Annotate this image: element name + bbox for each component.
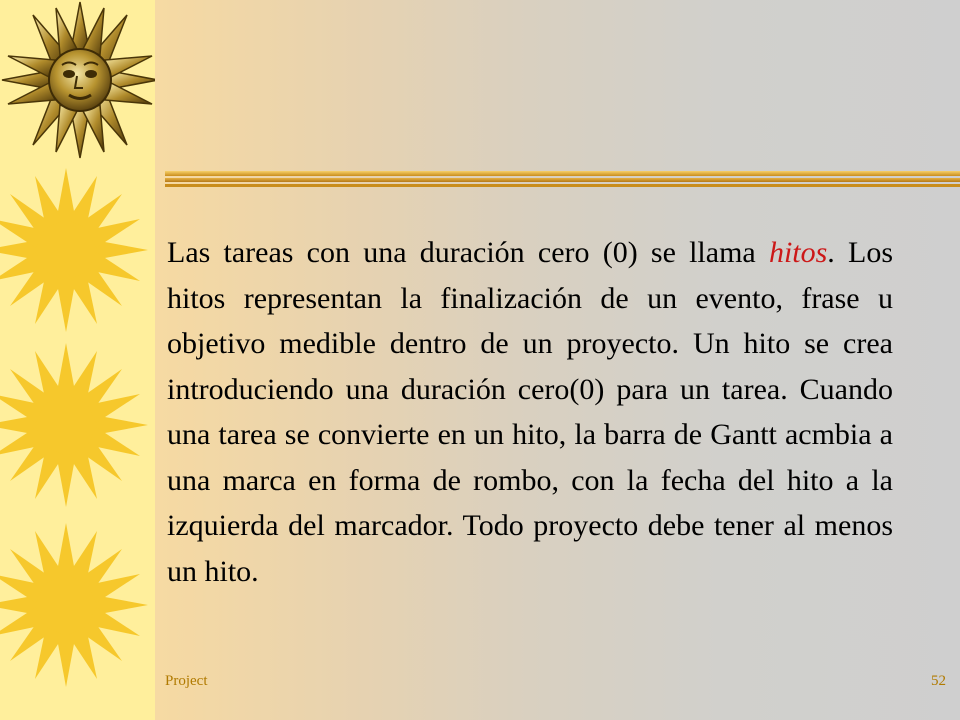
sun-icon	[0, 168, 148, 332]
slide-number: 52	[931, 673, 946, 689]
title-divider	[165, 171, 960, 189]
sun-decorations	[0, 0, 155, 720]
sun-face-icon	[2, 2, 155, 158]
paragraph-rest: . Los hitos representan la finalización de un evento, frase u objetivo medible dentro de un proyecto. Un hito se crea introduciendo una duración cero(0) para un tarea. Cuando una tarea se convierte en un hito, la barra de Gantt acmbia a una marca en forma de rombo, con la fecha del hito a la izquierda del marcador. Todo proyecto debe tener al menos un hito.	[167, 236, 894, 588]
body-paragraph	[167, 230, 893, 594]
footer-label: Project	[165, 673, 208, 689]
paragraph-lead: Las tareas con una duración cero (0) se llama	[167, 236, 769, 269]
highlight-term: hitos	[768, 236, 828, 269]
sun-icon	[0, 523, 148, 687]
sun-icon	[0, 343, 148, 507]
